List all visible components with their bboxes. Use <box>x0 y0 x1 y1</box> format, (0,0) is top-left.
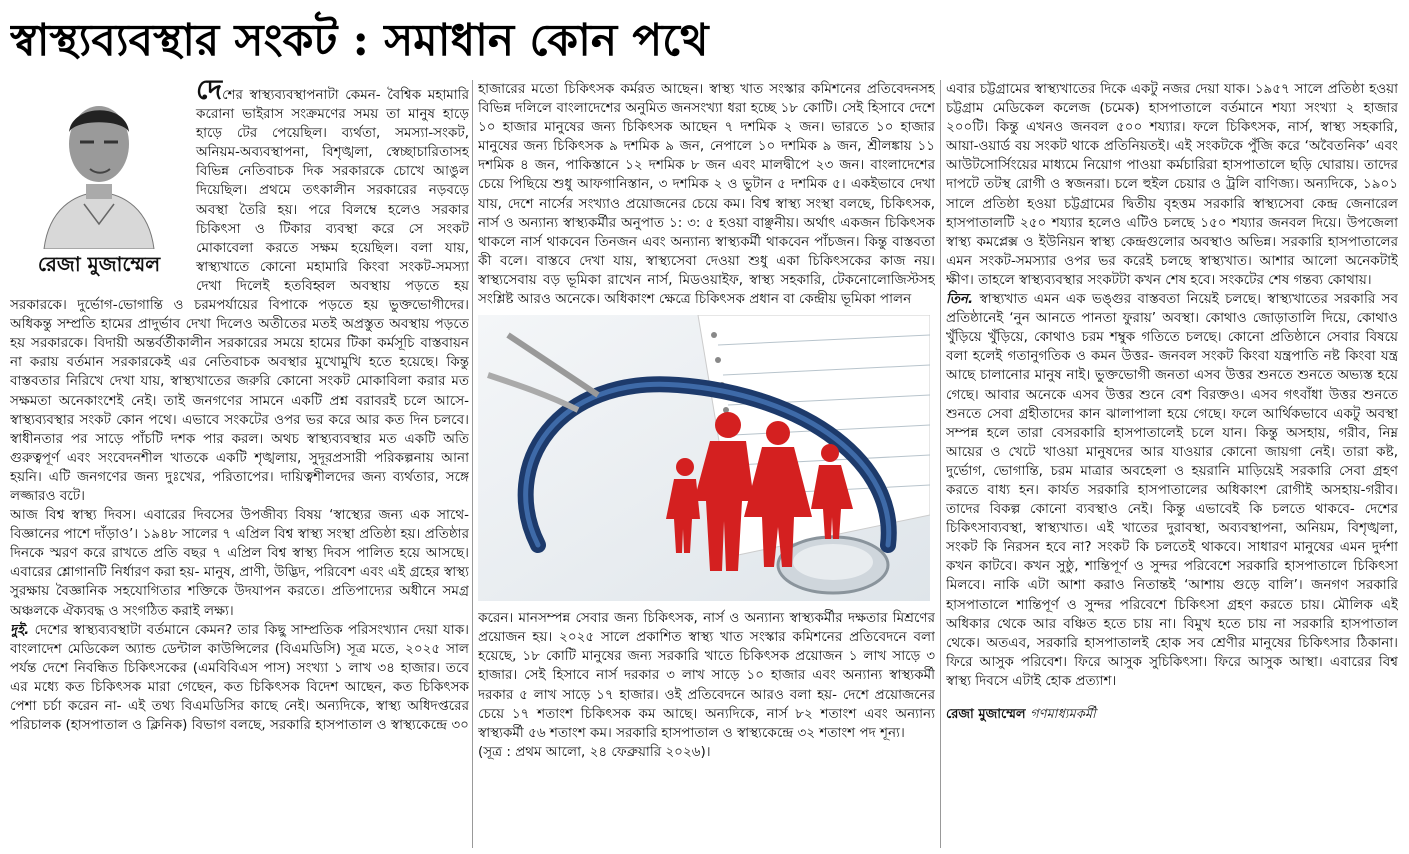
author-name: রেজা মুজাম্মেল <box>37 252 161 276</box>
author-box <box>10 80 188 276</box>
article-column-1 <box>10 80 469 850</box>
paragraph <box>946 290 1398 691</box>
paragraph-text: দেশের স্বাস্থ্যব্যবস্থাটা বর্তমানে কেমন? তার কিছু সাম্প্রতিক পরিসংখ্যান দেয়া যাক। বাংলাদেশ মেডিকেল অ্যান্ড ডেন্টাল কাউন্সিলের (বিএমডিসি) সূত্র মতে, ২০২৫ সাল পর্যন্ত দেশে নিবন্ধিত চিকিৎসকের (এমবিবিএস পাস) সংখ্যা ১ লাখ ৩৪ হাজার। তবে এর মধ্যে কত চিকিৎসক মারা গেছেন, কত চিকিৎসক বিদেশ আছেন, কত চিকিৎসক পেশা চর্চা করেন না- এই তথ্য বিএমডিসির কাছে নেই। অন্যদিকে, স্বাস্থ্য অধিদপ্তরের পরিচালক (হাসপাতাল ও ক্লিনিক) বিভাগ বলছে, সরকারি হাসপাতাল ও স্বাস্থ্যকেন্দ্রে ৩০ <box>10 621 469 734</box>
byline <box>946 705 1398 724</box>
column-divider <box>472 80 473 848</box>
section-label: দুই. <box>10 621 30 638</box>
author-photo <box>24 84 174 249</box>
paragraph <box>10 621 469 736</box>
section-label: তিন. <box>946 291 974 308</box>
byline-author: রেজা মুজাম্মেল <box>946 707 1026 722</box>
paragraph-text: স্বাস্থ্যখাত এমন এক ভঙ্গুর বাস্তবতা নিয়েই চলছে। স্বাস্থ্যখাতের সরকারি সব প্রতিষ্ঠানেই ‘নুন আনতে পানতা ফুরায়’ অবস্থা। কোথাও জোড়াতালি দিয়ে, কোথাও খুঁড়িয়ে খুঁড়িয়ে, কোথাও চরম শম্বুক গতিতে চলছে। কোনো প্রতিষ্ঠানে সেবার বিষয়ে বলা হলেই গতানুগতিক ও কমন উত্তর- জনবল সংকট কিংবা যন্ত্রপাতি নষ্ট কিংবা যন্ত্র আছে চালানোর মানুষ নাই। ভুক্তভোগী জনতা এসব উত্তর শুনতে শুনতে অভ্যস্ত হয়ে গেছে। আবার অনেকে এসব উত্তর শুনে বেশ বিরক্তও। এসব গৎবাঁধা উত্তর শুনতে শুনতে সেবা গ্রহীতাদের কান ঝালাপালা হয়ে গেছে। ফলে আর্থিকভাবে একটু অবস্থা সম্পন্ন হলে তারা বেসরকারি হাসপাতালেই চলে যান। কিন্তু অসহায়, গরীব, নিম্ন আয়ের ও খেটে খাওয়া মানুষদের আর যাওয়ার কোনো জায়গা নেই। তারা কষ্ট, দুর্ভোগ, ভোগান্তি, চরম মাত্রার অবহেলা ও হয়রানি মাড়িয়েই সরকারি সেবা গ্রহণ করতে বাধ্য হন। কার্যত সরকারি হাসপাতালের অধিকাংশ রোগীই অসহায়-গরীব। তাদের বিকল্প কোনো ব্যবস্থাও নেই। কিন্তু এভাবেই কি চলতে থাকবে- দেশের চিকিৎসাব্যবস্থা, স্বাস্থ্যখাত। এই খাতের দুরাবস্থা, অব্যবস্থাপনা, অনিয়ম, বিশৃঙ্খলা, সংকট কি নিরসন হবে না? সংকট কি চলতেই থাকবে। সাধারণ মানুষের এমন দুর্দশা কখন কাটবে। কখন সুষ্ঠু, শান্তিপূর্ণ ও সুন্দর পরিবেশে সরকারি হাসপাতালে চিকিৎসা মিলবে। নাকি এটা আশা করাও নিতান্তই ‘আশায় গুড়ে বালি’। জনগণ সরকারি হাসপাতালে শান্তিপূর্ণ ও সুন্দর পরিবেশে চিকিৎসা গ্রহণ করতে চায়। মৌলিক এই অধিকার থেকে আর বঞ্চিত হতে চায় না। বিমুখ হতে চায় না সরকারি হাসপাতাল থেকে। অতএব, সরকারি হাসপাতালই হোক সব শ্রেণীর মানুষের চিকিৎসার ঠিকানা। ফিরে আসুক পরিবেশ। ফিরে আসুক সুচিকিৎসা। ফিরে আসুক আস্থা। এবারের বিশ্ব স্বাস্থ্য দিবসে এটাই হোক প্রত্যাশ। <box>946 291 1398 689</box>
paragraph: এবার চট্টগ্রামের স্বাস্থ্যখাতের দিকে একটু নজর দেয়া যাক। ১৯৫৭ সালে প্রতিষ্ঠা হওয়া চট্টগ্রাম মেডিকেল কলেজ (চমেক) হাসপাতালে বর্তমানে শয্যা সংখ্যা ২ হাজার ২০০টি। কিন্তু এখনও জনবল ৫০০ শয্যার। ফলে চিকিৎসক, নার্স, স্বাস্থ্য সহকারি, আয়া-ওয়ার্ড বয় সংকট থাকে প্রতিনিয়তই। এই সংকটকে পুঁজি করে ‘অবৈতনিক’ এবং আউটসোর্সিংয়ের মাধ্যমে নিয়োগ পাওয়া কর্মচারিরা হাসপাতালে ছড়ি ঘোরায়। তাদের দাপটে তটস্থ রোগী ও স্বজনরা। চলে হুইল চেয়ার ও ট্রলি বাণিজ্য। অন্যদিকে, ১৯০১ সালে প্রতিষ্ঠা হওয়া চট্টগ্রামের দ্বিতীয় বৃহত্তম সরকারি স্বাস্থ্যসেবা কেন্দ্র জেনারেল হাসপাতালটি ২৫০ শয্যার হলেও এটিও চলছে ১৫০ শয্যার জনবল দিয়ে। উপজেলা স্বাস্থ্য কমপ্লেক্স ও ইউনিয়ন স্বাস্থ্য কেন্দ্রগুলোর অবস্থাও অভিন্ন। সরকারি হাসপাতালের এমন সংকট-সমস্যার ওপর ভর করেই চলছে স্বাস্থ্যখাত। আশার আলো অনেকটাই ক্ষীণ। তাহলে স্বাস্থ্যব্যবস্থার সংকটটা কখন শেষ হবে। সংকটের শেষ গন্তব্য কোথায়। <box>946 81 1398 288</box>
article-column-2 <box>478 80 935 850</box>
paragraph: করেন। মানসম্পন্ন সেবার জন্য চিকিৎসক, নার্স ও অন্যান্য স্বাস্থ্যকর্মীর দক্ষতার মিশ্রণের প্রয়োজন হয়। ২০২৫ সালে প্রকাশিত স্বাস্থ্য খাত সংস্কার কমিশনের প্রতিবেদনে বলা হয়েছে, ১৮ কোটি মানুষের জন্য সরকারি খাতে চিকিৎসক প্রয়োজন ১ লাখ সাড়ে ৩ হাজার। সেই হিসাবে নার্স দরকার ৩ লাখ সাড়ে ১০ হাজার এবং অন্যান্য স্বাস্থ্যকর্মী দরকার ৫ লাখ সাড়ে ১৭ হাজার। ওই প্রতিবেদনে আরও বলা হয়- দেশে প্রয়োজনের চেয়ে ১৭ শতাংশ চিকিৎসক কম আছে। অন্যদিকে, নার্স ৮২ শতাংশ এবং অন্যান্য স্বাস্থ্যকর্মী ৫৬ শতাংশ কম। সরকারি হাসপাতাল ও স্বাস্থ্যকেন্দ্রে ৩২ শতাংশ পদ শূন্য। <box>478 610 935 741</box>
headline: স্বাস্থ্যব্যবস্থার সংকট : সমাধান কোন পথে <box>10 15 709 66</box>
column-divider <box>940 80 941 848</box>
byline-role: গণমাধ্যমকর্মী <box>1030 707 1096 722</box>
drop-cap: দে <box>196 80 223 106</box>
source-note: (সূত্র : প্রথম আলো, ২৪ ফেব্রুয়ারি ২০২৬)। <box>478 743 711 760</box>
paragraph: হাজারের মতো চিকিৎসক কর্মরত আছেন। স্বাস্থ্য খাত সংস্কার কমিশনের প্রতিবেদনসহ বিভিন্ন দলিলে বাংলাদেশের অনুমিত জনসংখ্যা ধরা হচ্ছে ১৮ কোটি। সেই হিসাবে দেশে ১০ হাজার মানুষের জন্য চিকিৎসক আছেন ৭ দশমিক ২ জন। ভারতে ১০ হাজার মানুষের জন্য চিকিৎসক ৯ দশমিক ৯ জন, নেপালে ১০ দশমিক ৯ জন, শ্রীলঙ্কায় ১১ দশমিক ৪ জন, পাকিস্তানে ১২ দশমিক ৮ জন এবং মালদ্বীপে ২৩ জন। বাংলাদেশের চেয়ে পিছিয়ে শুধু আফগানিস্তান, ৩ দশমিক ২ ও ভুটান ৫ দশমিক ৫। একইভাবে দেখা যায়, দেশে নার্সের সংখ্যাও প্রয়োজনের চেয়ে কম। বিশ্ব স্বাস্থ্য সংস্থা বলছে, চিকিৎসক, নার্স ও অন্যান্য স্বাস্থ্যকর্মীর অনুপাত ১: ৩: ৫ হওয়া বাঞ্ছনীয়। অর্থাৎ একজন চিকিৎসক থাকলে নার্স থাকবেন তিনজন এবং অন্যান্য স্বাস্থ্যকর্মী থাকবেন পাঁচজন। কিন্তু বাস্তবতা কী বলে। বাস্তবে দেখা যায়, স্বাস্থ্যসেবা দেওয়া শুধু একা চিকিৎসকের কাজ নয়। স্বাস্থ্যসেবায় বড় ভূমিকা রাখেন নার্স, মিডওয়াইফ, স্বাস্থ্য সহকারি, টেকনোলোজিস্টসহ সংশ্লিষ্ট আরও অনেকে। অধিকাংশ ক্ষেত্রে চিকিৎসক প্রধান বা কেন্দ্রীয় ভূমিকা পালন <box>478 81 935 308</box>
paragraph: আজ বিশ্ব স্বাস্থ্য দিবস। এবারের দিবসের উপজীব্য বিষয় ‘স্বাস্থ্যের জন্য এক সাথে- বিজ্ঞানের পাশে দাঁড়াও’। ১৯৪৮ সালের ৭ এপ্রিল বিশ্ব স্বাস্থ্য সংস্থা প্রতিষ্ঠা হয়। প্রতিষ্ঠার দিনকে স্মরণ করে রাখতে প্রতি বছর ৭ এপ্রিল বিশ্ব স্বাস্থ্য দিবস পালিত হয়ে আসছে। এবারের শ্লোগানটি নির্ধারণ করা হয়- মানুষ, প্রাণী, উদ্ভিদ, পরিবেশ এবং এই গ্রহের স্বাস্থ্য সুরক্ষায় বৈজ্ঞানিক সহযোগিতার শক্তিকে উদযাপন করতে। প্রতিপাদ্যের অধীনে সমগ্র অঞ্চলকে ঐক্যবদ্ধ ও সংগঠিত করাই লক্ষ্য। <box>10 507 469 619</box>
article-column-3 <box>946 80 1398 850</box>
lead-text: শের স্বাস্থ্যব্যবস্থাপনাটা কেমন- বৈশ্বিক মহামারি করোনা ভাইরাস সংক্রমণের সময় তা মানুষ হাড়ে হাড়ে টের পেয়েছিল। ব্যর্থতা, সমস্যা-সংকট, অনিয়ম-অব্যবস্থাপনা, বিশৃঙ্খলা, স্বেচ্ছাচারিতাসহ বিভিন্ন নেতিবাচক দিক সরকারকে চোখে আঙুল দিয়েছিল। প্রথমে তৎকালীন সরকারের নড়বড়ে অবস্থা তৈরি হয়। পরে বিলম্বে হলেও সরকার চিকিৎসা ও টিকার ব্যবস্থা করে সে সংকট মোকাবেলা করতে সক্ষম হয়েছিল। বলা যায়, স্বাস্থ্যখাতে কোনো মহামারি কিংবা সংকট-সমস্যা দেখা দিলেই হতবিহ্বল অবস্থায় পড়তে হয় সরকারকে। দুর্ভোগ-ভোগান্তি ও চরমপর্যায়ের বিপাকে পড়তে হয় ভুক্তভোগীদের। অধিকন্তু সম্প্রতি হামের প্রাদুর্ভাব দেখা দিলেও অতীতের মতই অপ্রস্তুত অবস্থায় পড়তে হয় সরকারকে। বিদায়ী অন্তর্বর্তীকালীন সরকারের সময়ে হামের টিকা কর্মসূচি বাস্তবায়ন না করায় বর্তমান সরকারকেই এর নেতিবাচক অবস্থার মুখোমুখি হতে হয়েছে। কিন্তু বাস্তবতার নিরিখে দেখা যায়, স্বাস্থ্যখাতের জরুরি কোনো সংকট মোকাবিলা করার মত সক্ষমতা অনেকাংশেই নেই। তাই জনগণের সামনে একটি প্রশ্ন বরাবরই চলে আসে- স্বাস্থ্যব্যবস্থার সংকট কোন পথে। এভাবে সংকটের ওপর ভর করে আর কত দিন চলবে। স্বাধীনতার পর সাড়ে পাঁচটি দশক পার করল। অথচ স্বাস্থ্যব্যবস্থার মত একটি অতি গুরুত্বপূর্ণ এবং সংবেদনশীল খাতকে একটি শৃঙ্খলায়, সুদূরপ্রসারী পরিকল্পনায় আনা হয়নি। এটি জনগণের জন্য দুঃখের, পরিতাপের। দায়িত্বশীলদের জন্য ব্যর্থতার, সঙ্গে লজ্জারও বটে। <box>10 87 469 504</box>
stethoscope-family-illustration <box>478 315 930 601</box>
